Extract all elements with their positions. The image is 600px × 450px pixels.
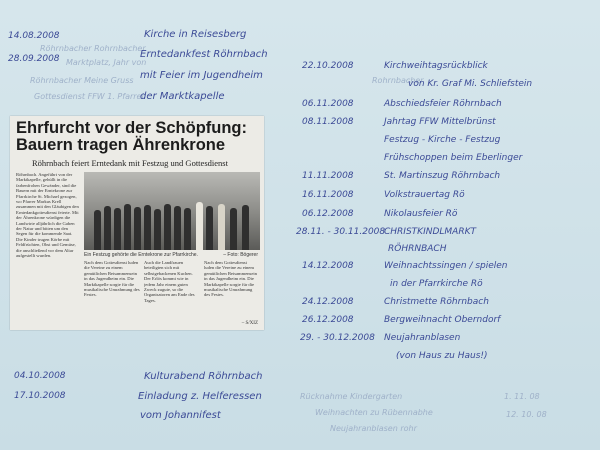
date-label: 17.10.2008 [14,391,66,401]
event-text: RÖHRNBACH [388,244,447,254]
event-text: Neujahranblasen [384,333,461,343]
handwritten-note: vom Johannifest [140,410,221,421]
clipping-photo [84,172,260,250]
ghost-text: Röhrnbacher Meine Gruss [30,76,134,85]
handwritten-note: Einladung z. Helferessen [138,391,262,402]
event-text: CHRISTKINDLMARKT [384,227,476,237]
ghost-text: 1. 11. 08 [504,392,540,401]
clipping-photo-caption: Ein Festzug gehörte die Erntekrone zur Pfarrkirche. [84,252,198,258]
clipping-author: – S/XIZ [241,321,258,326]
clipping-headline: Ehrfurcht vor der Schöpfung: Bauern tragen Ährenkrone [16,119,247,154]
handwritten-note: Kirche in Reisesberg [144,29,247,40]
clipping-body-text: Röhrnbach. Angeführt von der Marktkapelle, gehüllt in die farbenfrohen Gewänder, sind die Bauern mit der Erntekrone zur Pfarrkirche St. Michael gezogen, wo Pfarrer Markus Krell zusammen mit den Gläubigen den Erntedankgottesdienst feierte. Mit der Ährenkrone würdigen die Landwirte alljährlich die Gaben der Natur und bitten um den Segen für die kommende Saat. Die Kinder trugen Körbe mit Feldfrüchten, Obst und Gemüse, die anschließend vor dem Altar aufgestellt wurden. [16,172,79,259]
ghost-text: Rücknahme Kindergarten [300,392,403,401]
date-label: 14.08.2008 [8,31,60,41]
newspaper-clipping [10,116,264,330]
event-text: Volkstrauertag Rö [384,190,465,200]
event-date: 29. - 30.12.2008 [300,333,375,343]
event-date: 06.11.2008 [302,99,354,109]
event-date: 24.12.2008 [302,297,354,307]
event-text: von Kr. Graf Mi. Schliefstein [408,79,533,89]
event-date: 06.12.2008 [302,209,354,219]
handwritten-note: der Marktkapelle [140,91,225,102]
event-text: Christmette Röhrnbach [384,297,489,307]
clipping-subheadline: Röhrnbach feiert Erntedank mit Festzug und Gottesdienst [32,158,228,168]
date-label: 28.09.2008 [8,54,60,64]
event-text: Weihnachtssingen / spielen [384,261,508,271]
event-text: Nikolausfeier Rö [384,209,458,219]
clipping-photo-credit: – Foto: Bögerer [223,252,258,258]
event-text: Kirchweihtagsrückblick [384,61,488,71]
event-date: 28.11. - 30.11.2008 [296,227,386,237]
event-text: in der Pfarrkirche Rö [390,279,483,289]
ghost-text: 12. 10. 08 [506,410,547,419]
ghost-text: Gottesdienst FFW 1. Pfarrei [34,92,144,101]
event-text: (von Haus zu Haus!) [396,351,488,361]
event-date: 08.11.2008 [302,117,354,127]
ghost-text: Röhrnbacher Rohrnbacher [40,44,146,53]
event-date: 14.12.2008 [302,261,354,271]
ghost-text: Rohrnbacher [372,76,424,85]
clipping-column: Auch die Landfrauen beteiligten sich mit selbstgebackenen Kuchen. Der Erlös kommt wie in jedem Jahr einem guten Zweck zugute, so die Organisatoren am Ende des Tages. [144,260,195,303]
handwritten-note: Erntedankfest Röhrnbach [140,49,268,60]
ghost-text: Neujahranblasen rohr [330,424,417,433]
event-text: St. Martinszug Röhrnbach [384,171,501,181]
event-text: Festzug - Kirche - Festzug [384,135,501,145]
event-text: Abschiedsfeier Röhrnbach [384,99,502,109]
event-date: 11.11.2008 [302,171,354,181]
event-date: 26.12.2008 [302,315,354,325]
event-text: Frühschoppen beim Eberlinger [384,153,523,163]
clipping-column: Nach dem Gottesdienst luden die Vereine zu einem gemütlichen Beisammensein in das Jugendheim ein. Die Marktkapelle sorgte für die musikalische Umrahmung des Festes. [204,260,257,298]
event-text: Jahrtag FFW Mittelbrünst [384,117,496,127]
ghost-text: Marktplatz, Jahr von [66,58,147,67]
date-label: 04.10.2008 [14,371,66,381]
event-date: 22.10.2008 [302,61,354,71]
clipping-column: Nach dem Gottesdienst luden die Vereine zu einem gemütlichen Beisammensein in das Jugendheim ein. Die Marktkapelle sorgte für die musikalische Umrahmung des Festes. [84,260,140,298]
ghost-text: Weihnachten zu Rübennabhe [315,408,433,417]
handwritten-note: Kulturabend Röhrnbach [144,371,263,382]
event-text: Bergweihnacht Oberndorf [384,315,501,325]
handwritten-note: mit Feier im Jugendheim [140,70,263,81]
event-date: 16.11.2008 [302,190,354,200]
